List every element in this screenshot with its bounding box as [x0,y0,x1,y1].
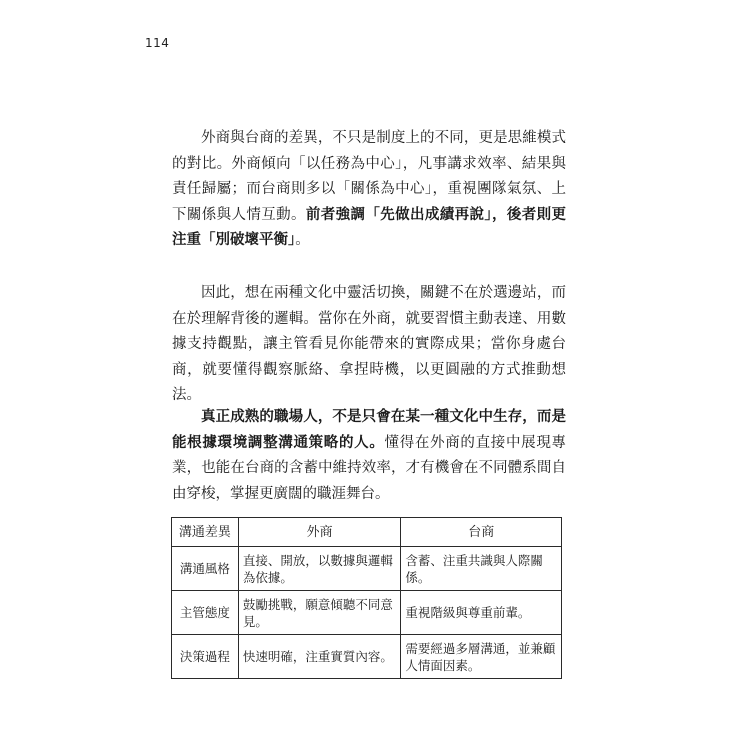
table-row [172,547,562,591]
row-label-cell: 溝通風格 [172,547,239,591]
page-number: 114 [145,36,170,50]
paragraph-1-bold: 前者強調「先做出成績再說」，後者則更注重「別破壞平衡」 [172,206,566,248]
table-header-row [172,518,562,547]
table-row [172,635,562,679]
header-cell-difference: 溝通差異 [172,518,239,547]
foreign-cell: 鼓勵挑戰，願意傾聽不同意見。 [238,591,401,635]
taiwan-cell: 需要經過多層溝通，並兼顧人情面因素。 [401,635,562,679]
row-label-cell: 決策過程 [172,635,239,679]
paragraph-3-text: 懂得在外商的直接中展現專業，也能在台商的含蓄中維持效率，才有機會在不同體系間自由穿梭，掌握更廣闊的職涯舞台。 [172,434,567,502]
paragraph-3-bold: 真正成熟的職場人，不是只會在某一種文化中生存，而是能根據環境調整溝通策略的人。 [172,409,566,451]
paragraph-2-text: 因此，想在兩種文化中靈活切換，關鍵不在於選邊站，而在於理解背後的邏輯。當你在外商，就要習慣主動表達、用數據支持觀點，讓主管看見你能帶來的實際成果；當你身處台商，就要懂得觀察脈絡、拿捏時機，以更圓融的方式推動想法。 [172,285,566,403]
taiwan-cell: 含蓄、注重共識與人際關係。 [401,547,562,591]
paragraph-3 [172,405,566,507]
paragraph-1-text: 外商與台商的差異，不只是制度上的不同，更是思維模式的對比。外商傾向「以任務為中心」，凡事講求效率、結果與責任歸屬；而台商則多以「關係為中心」，重視團隊氣氛、上下關係與人情互動。 [172,130,566,223]
foreign-cell: 快速明確，注重實質內容。 [238,635,401,679]
paragraph-1-end: 。 [295,232,310,248]
taiwan-cell: 重視階級與尊重前輩。 [401,591,562,635]
header-cell-taiwan: 台商 [401,518,562,547]
table-row [172,591,562,635]
row-label-cell: 主管態度 [172,591,239,635]
header-cell-foreign: 外商 [238,518,401,547]
paragraph-2 [172,281,566,409]
paragraph-1 [172,126,566,254]
comparison-table [171,517,562,679]
foreign-cell: 直接、開放，以數據與邏輯為依據。 [238,547,401,591]
